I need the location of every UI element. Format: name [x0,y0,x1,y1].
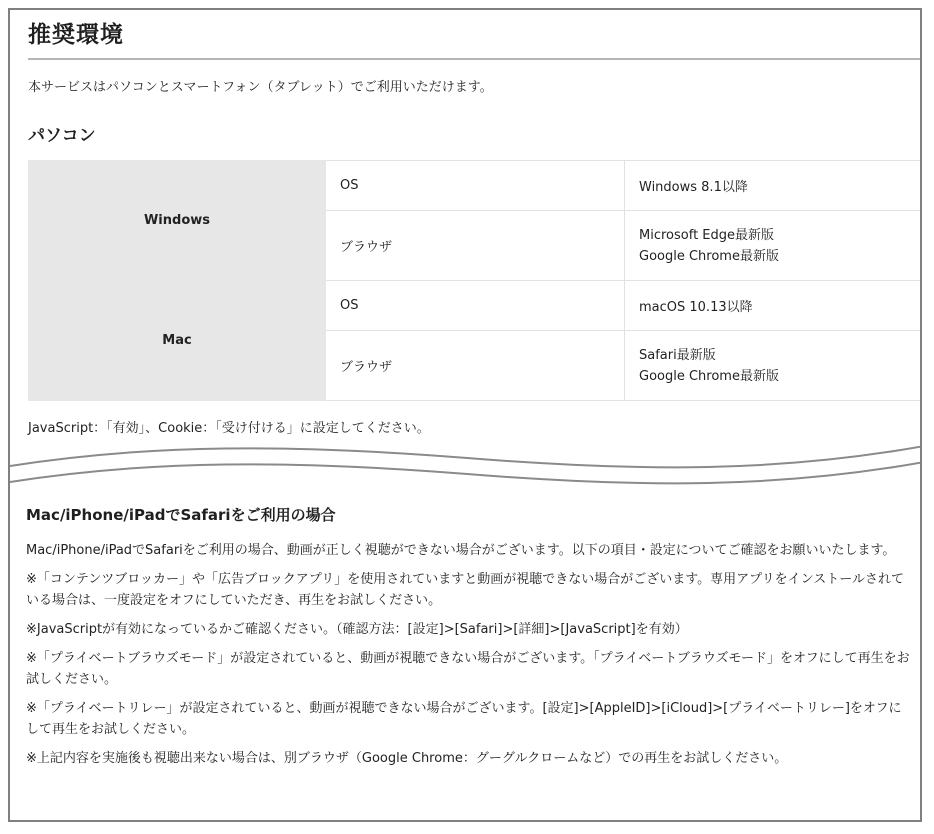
windows-os-label: OS [326,161,625,211]
table-row-windows-os [29,161,921,211]
windows-browser-chrome: Google Chrome最新版 [639,248,779,264]
mac-browser-values [625,331,921,401]
safari-notes [26,540,910,777]
screenshot-frame [8,8,922,822]
windows-os-value: Windows 8.1以降 [625,161,921,211]
safari-note-intro: Mac/iPhone/iPadでSafariをご利用の場合、動画が正しく視聴ができない場合がございます。以下の項目・設定についてご確認をお願いいたします。 [26,543,896,558]
mac-os-label: OS [326,281,625,331]
wave-line-top [10,446,922,467]
safari-note-other-browser: ※上記内容を実施後も視聴出来ない場合は、別ブラウザ（Google Chrome：グーグルクロームなど）での再生をお試しください。 [26,751,788,766]
pc-heading: パソコン [28,126,96,146]
mac-label: Mac [29,281,326,401]
mac-browser-chrome: Google Chrome最新版 [639,368,779,384]
mac-os-value: macOS 10.13以降 [625,281,921,331]
windows-label: Windows [29,161,326,281]
title-divider [28,58,920,60]
safari-note-private-browse: ※「プライベートブラウズモード」が設定されていると、動画が視聴できない場合がございます。「プライベートブラウズモード」をオフにして再生をお試しください。 [26,651,910,687]
page-title: 推奨環境 [28,22,124,48]
mac-browser-safari: Safari最新版 [639,347,716,363]
javascript-cookie-note: JavaScript：「有効」、Cookie：「受け付ける」に設定してください。 [28,421,430,436]
safari-note-content-blocker: ※「コンテンツブロッカー」や「広告ブロックアプリ」を使用されていますと動画が視聴できない場合がございます。専用アプリをインストールされている場合は、一度設定をオフにしていただき、再生をお試しください。 [26,572,904,608]
windows-browser-edge: Microsoft Edge最新版 [639,227,775,243]
windows-browser-values [625,211,921,281]
mac-browser-label: ブラウザ [326,331,625,401]
safari-note-javascript: ※JavaScriptが有効になっているかご確認ください。（確認方法：[設定]>[Safari]>[詳細]>[JavaScript]を有効） [26,622,688,637]
windows-browser-label: ブラウザ [326,211,625,281]
wavy-break-separator [10,442,922,487]
safari-heading: Mac/iPhone/iPadでSafariをご利用の場合 [26,506,336,524]
wave-line-bottom [10,462,922,483]
table-row-mac-os [29,281,921,331]
safari-note-private-relay: ※「プライベートリレー」が設定されていると、動画が視聴できない場合がございます。[設定]>[AppleID]>[iCloud]>[プライベートリレー]をオフにして再生をお試しください。 [26,701,902,737]
intro-text: 本サービスはパソコンとスマートフォン（タブレット）でご利用いただけます。 [28,80,493,95]
pc-environment-table [28,160,921,401]
